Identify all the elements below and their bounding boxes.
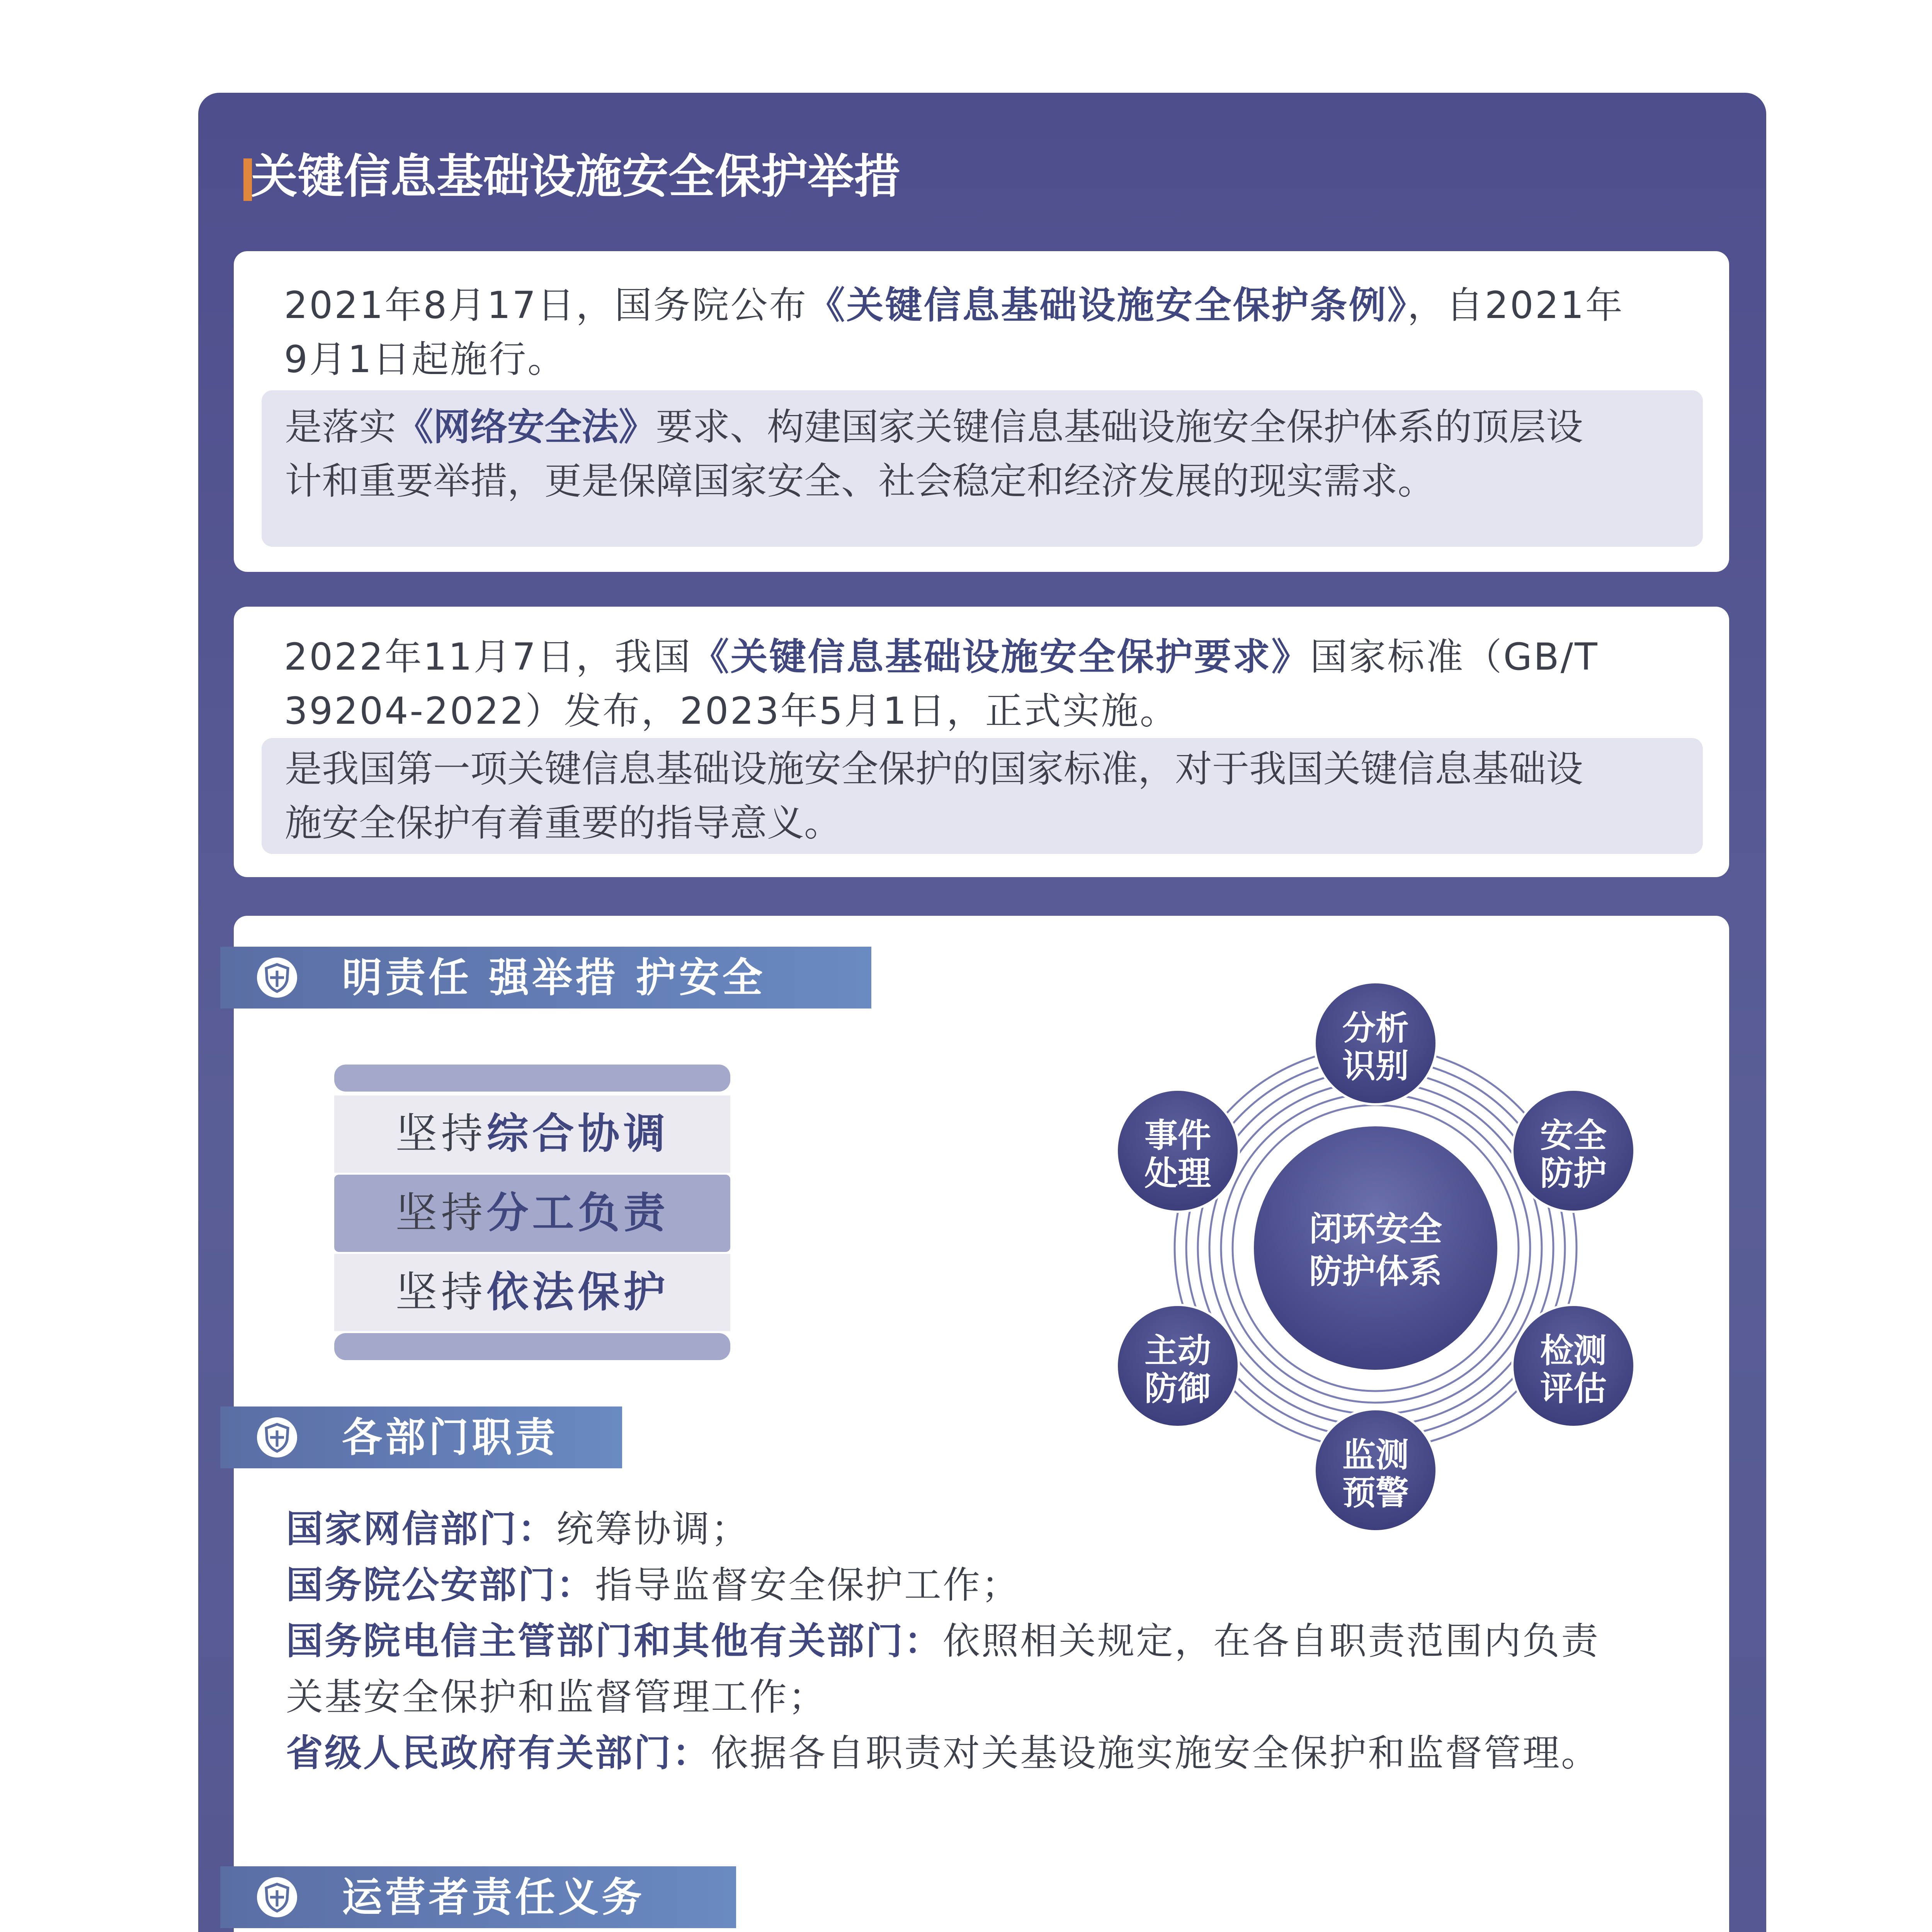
shield-icon <box>257 957 297 998</box>
svg-text:防护: 防护 <box>1540 1154 1607 1193</box>
svg-text:检测: 检测 <box>1540 1332 1607 1370</box>
svg-text:评估: 评估 <box>1540 1369 1607 1408</box>
section-heading-departments-label: 各部门职责 <box>342 1414 559 1461</box>
duty-item: 国务院电信主管部门和其他有关部门：依照相关规定，在各自职责范围内负责 <box>286 1619 1600 1663</box>
duty-item: 国家网信部门：统筹协调； <box>286 1507 750 1551</box>
regulation-intro-line1: 2021年8月17日，国务院公布《关键信息基础设施安全保护条例》，自2021年 <box>284 284 1624 327</box>
svg-text:预警: 预警 <box>1342 1474 1409 1512</box>
standard-intro <box>284 630 1683 738</box>
principle-coordination: 坚持综合协调 <box>334 1095 730 1173</box>
section-heading-responsibility <box>220 947 871 1009</box>
cycle-svg <box>1105 981 1654 1530</box>
shield-icon <box>257 1877 297 1917</box>
title-accent-bar <box>243 158 252 201</box>
duty-item: 省级人民政府有关部门：依据各自职责对关基设施实施安全保护和监督管理。 <box>286 1731 1600 1775</box>
principle-division: 坚持分工负责 <box>334 1175 730 1252</box>
section-heading-responsibility-label: 明责任 强举措 护安全 <box>342 954 766 1001</box>
regulation-intro-line2: 9月1日起施行。 <box>284 338 566 381</box>
principles-bottom-bar <box>334 1333 730 1360</box>
svg-text:事件: 事件 <box>1145 1116 1211 1155</box>
cycle-node-protection <box>1512 1090 1634 1212</box>
standard-note-line1: 是我国第一项关键信息基础设施安全保护的国家标准，对于我国关键信息基础设 <box>285 747 1583 791</box>
svg-text:主动: 主动 <box>1145 1332 1211 1370</box>
duty-item-continued: 关基安全保护和监督管理工作； <box>286 1675 827 1719</box>
cycle-node-detection <box>1512 1305 1634 1427</box>
svg-text:处理: 处理 <box>1145 1154 1211 1193</box>
cycle-center-line2: 防护体系 <box>1309 1252 1442 1291</box>
cycle-node-incident <box>1117 1090 1239 1212</box>
cycle-node-analysis <box>1315 982 1437 1104</box>
regulation-note-line2: 计和重要举措，更是保障国家安全、社会稳定和经济发展的现实需求。 <box>285 459 1435 503</box>
svg-text:安全: 安全 <box>1540 1116 1607 1155</box>
principles-top-bar <box>334 1065 730 1092</box>
cycle-node-defense <box>1117 1305 1239 1427</box>
principle-legal: 坚持依法保护 <box>334 1254 730 1331</box>
section-heading-operators-label: 运营者责任义务 <box>342 1874 645 1921</box>
svg-text:识别: 识别 <box>1342 1047 1409 1085</box>
cycle-node-monitoring <box>1315 1409 1437 1530</box>
regulation-note-line1: 是落实《网络安全法》要求、构建国家关键信息基础设施安全保护体系的顶层设 <box>285 405 1583 449</box>
svg-text:分析: 分析 <box>1342 1009 1409 1048</box>
section-heading-departments <box>220 1406 622 1468</box>
duty-item: 国务院公安部门：指导监督安全保护工作； <box>286 1563 1020 1607</box>
page-title: 关键信息基础设施安全保护举措 <box>251 150 900 204</box>
section-heading-operators <box>220 1866 736 1928</box>
closed-loop-diagram <box>1105 981 1654 1532</box>
standard-note <box>262 738 1703 854</box>
shield-icon <box>257 1417 297 1458</box>
svg-text:监测: 监测 <box>1342 1436 1409 1475</box>
regulation-note <box>262 390 1703 547</box>
svg-text:防御: 防御 <box>1145 1369 1211 1408</box>
cycle-center-line1: 闭环安全 <box>1309 1210 1442 1248</box>
standard-note-line2: 施安全保护有着重要的指导意义。 <box>285 801 841 845</box>
standard-intro-line1: 2022年11月7日，我国《关键信息基础设施安全保护要求》国家标准（GB/T <box>284 635 1599 679</box>
standard-intro-line2: 39204-2022）发布，2023年5月1日，正式实施。 <box>284 689 1179 733</box>
regulation-intro <box>284 278 1683 386</box>
